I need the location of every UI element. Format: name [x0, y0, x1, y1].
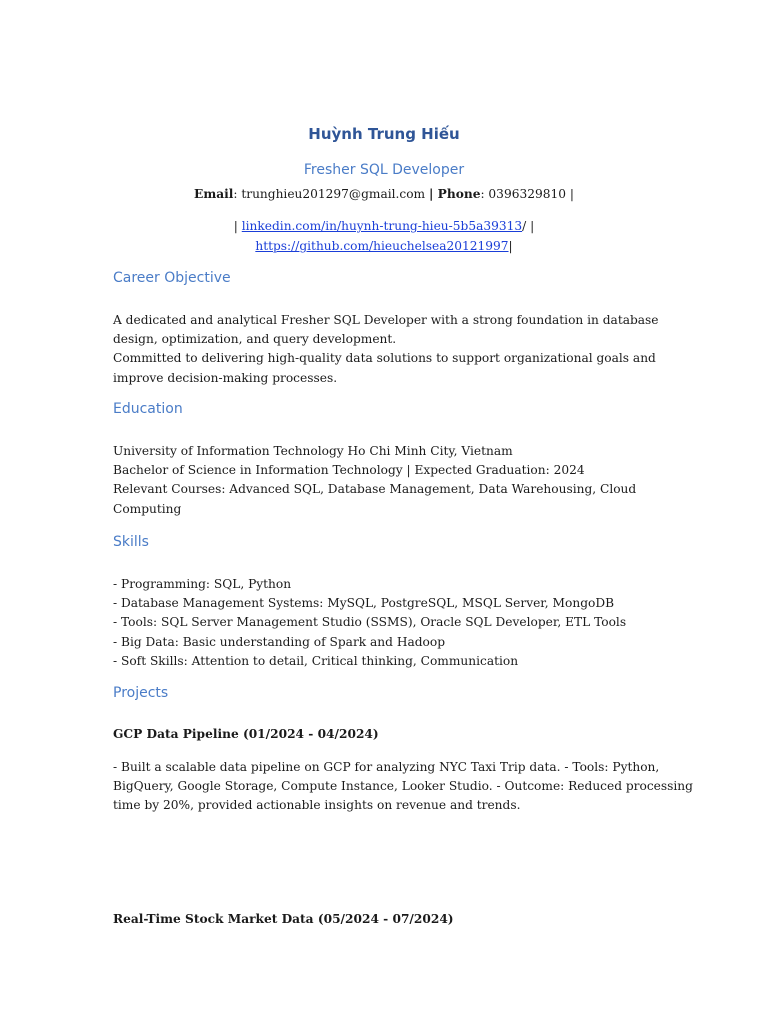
project-description	[113, 758, 693, 816]
email-label: Email	[194, 187, 234, 201]
linkedin-link[interactable]: linkedin.com/in/huynh-trung-hieu-5b5a39313	[241, 219, 523, 233]
career-objective-line: improve decision-making processes.	[113, 370, 338, 385]
candidate-role: Fresher SQL Developer	[303, 162, 465, 178]
phone-label: | Phone	[429, 187, 481, 201]
email-value: : trunghieu201297@gmail.com	[233, 187, 429, 201]
skill-item: - Tools: SQL Server Management Studio (SSMS), Oracle SQL Developer, ETL Tools	[113, 615, 627, 630]
education-heading: Education	[113, 401, 183, 417]
github-line	[113, 236, 655, 256]
candidate-name: Huỳnh Trung Hiếu	[308, 125, 460, 143]
resume-page	[113, 0, 693, 1024]
career-objective-line: A dedicated and analytical Fresher SQL Developer with a strong foundation in database	[113, 313, 659, 327]
links-line	[113, 216, 655, 236]
skill-item: - Big Data: Basic understanding of Spark and Hadoop	[113, 634, 445, 649]
contact-line	[113, 184, 655, 204]
project-description-line: - Built a scalable data pipeline on GCP for analyzing NYC Taxi Trip data. - Tools: Python,	[113, 760, 660, 774]
career-objective-heading: Career Objective	[113, 270, 231, 286]
links-suffix: |	[508, 239, 513, 253]
phone-value: : 0396329810 |	[480, 187, 574, 201]
career-objective-line: Committed to delivering high-quality data solutions to support organizational goals and	[113, 351, 656, 366]
career-objective-line: design, optimization, and query development.	[113, 332, 397, 347]
project-title: Real-Time Stock Market Data (05/2024 - 07/2024)	[113, 912, 454, 926]
education-line: Bachelor of Science in Information Technology | Expected Graduation: 2024	[113, 463, 585, 478]
links-prefix: |	[233, 219, 242, 233]
project-description-line: time by 20%, provided actionable insights on revenue and trends.	[113, 798, 521, 813]
projects-heading: Projects	[113, 685, 169, 701]
education-line: University of Information Technology Ho Chi Minh City, Vietnam	[113, 444, 513, 458]
github-link[interactable]: https://github.com/hieuchelsea20121997	[255, 239, 509, 253]
project-description-line: BigQuery, Google Storage, Compute Instance, Looker Studio. - Outcome: Reduced processing	[113, 779, 693, 794]
education-line: Relevant Courses: Advanced SQL, Database Management, Data Warehousing, Cloud	[113, 482, 637, 497]
skill-item: - Soft Skills: Attention to detail, Critical thinking, Communication	[113, 653, 519, 668]
skill-item: - Programming: SQL, Python	[113, 577, 292, 591]
career-objective-text	[113, 311, 659, 388]
skills-list	[113, 575, 655, 671]
education-text	[113, 442, 655, 519]
links-separator: / |	[522, 219, 535, 233]
skill-item: - Database Management Systems: MySQL, PostgreSQL, MSQL Server, MongoDB	[113, 596, 615, 611]
skills-heading: Skills	[113, 534, 149, 550]
project-title: GCP Data Pipeline (01/2024 - 04/2024)	[113, 727, 379, 741]
education-line: Computing	[113, 501, 182, 516]
